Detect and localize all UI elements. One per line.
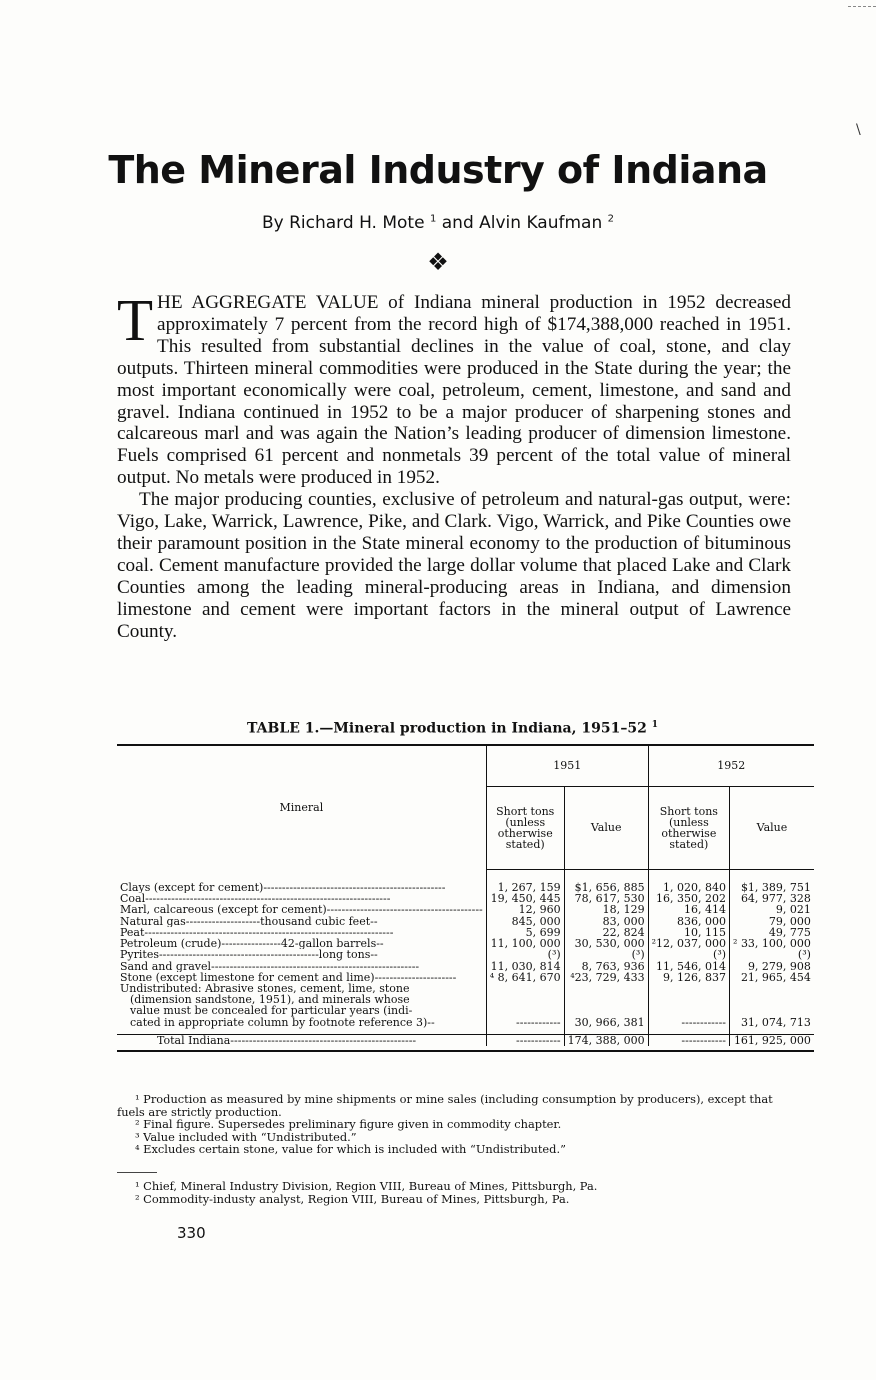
leader-dots: ------------------------------------------------------------------ — [145, 893, 391, 905]
value-1952: 49, 775 — [730, 927, 814, 938]
value-1952: 21, 965, 454 — [730, 972, 814, 983]
leader-dots: -- — [370, 915, 378, 927]
qty-1951: ⁴ 8, 641, 670 — [486, 972, 564, 983]
value-1951: 22, 824 — [564, 927, 648, 938]
table-caption-text: TABLE 1.—Mineral production in Indiana, 1951–52 — [247, 720, 647, 737]
value-1952: 9, 021 — [730, 904, 814, 915]
byline-author-1: By Richard H. Mote — [261, 213, 425, 233]
row-mineral — [117, 938, 486, 949]
qty-1951-dashes: ------------ — [486, 983, 564, 1028]
mineral-name: Sand and gravel — [120, 960, 211, 972]
header-year-1951: 1951 — [486, 745, 648, 787]
corner-mark — [848, 6, 876, 37]
qty-1951: 11, 100, 000 — [486, 938, 564, 949]
leader-dots: ------------------------------------------------------------------- — [144, 926, 394, 939]
qty-1951-dashes: ------------ — [486, 1034, 564, 1046]
value-1951: ⁴23, 729, 433 — [564, 972, 648, 983]
qty-1952: 16, 414 — [648, 904, 729, 915]
header-quantity-1951: Short tons (unless otherwise stated) — [486, 787, 564, 870]
footnote: ² Final figure. Supersedes preliminary figure given in commodity chapter. — [135, 1117, 562, 1131]
value-1951: $1, 656, 885 — [564, 882, 648, 893]
table-caption — [0, 720, 876, 737]
header-value-1952: Value — [730, 787, 814, 870]
byline-author-2: and Alvin Kaufman — [441, 213, 603, 233]
mineral-name: Peat — [120, 926, 145, 939]
qty-1952-dashes: ------------ — [648, 983, 729, 1028]
leader-dots: ------------------------------------------------- — [263, 882, 446, 894]
mineral-production-table — [117, 744, 814, 1052]
qty-1952: ²12, 037, 000 — [648, 938, 729, 949]
mineral-unit: thousand cubic feet — [260, 915, 371, 927]
header-year-1952: 1952 — [648, 745, 814, 787]
footnote: ¹ Production as measured by mine shipments or mine sales (including consumption by producers), except that fuels are strictly production. — [117, 1092, 773, 1119]
leader-dots: -------------------- — [185, 915, 261, 927]
header-quantity-1952: Short tons (unless otherwise stated) — [648, 787, 729, 870]
table-row — [117, 904, 814, 915]
table-footnotes — [117, 1093, 793, 1156]
paragraph-1-text: HE AGGREGATE VALUE of Indiana mineral production in 1952 decreased approximately 7 percent from the record high of $174,388,000 reached in 1951. This resulted from substantial declines in the value of coal, stone, and clay outputs. Thirteen mineral commodities were produced in the State during the year; the most important economically were coal, petroleum, cement, limestone, and sand and gravel. Indiana continued in 1952 to be a major producer of sharpening stones and calcareous marl and was again the Nation’s leading producer of dimension limestone. Fuels comprised 61 percent and nonmetals 39 percent of the total value of mineral output. No metals were produced in 1952. — [117, 292, 791, 489]
table-caption-note: 1 — [651, 720, 658, 730]
value-1951: 78, 617, 530 — [564, 893, 648, 904]
byline — [0, 213, 876, 233]
qty-1952: 16, 350, 202 — [648, 893, 729, 904]
qty-1951: 12, 960 — [486, 904, 564, 915]
author-note: ¹ Chief, Mineral Industry Division, Region VIII, Bureau of Mines, Pittsburgh, Pa. — [135, 1179, 598, 1193]
qty-1952: 1, 020, 840 — [648, 882, 729, 893]
footnote-rule — [117, 1172, 157, 1173]
value-1952: 31, 074, 713 — [730, 983, 814, 1028]
ornament-icon: ❖ — [427, 248, 449, 276]
value-1952: ² 33, 100, 000 — [730, 938, 814, 949]
total-label-cell — [117, 1034, 486, 1046]
mineral-name: Coal — [120, 893, 146, 905]
value-1952: 64, 977, 328 — [730, 893, 814, 904]
mineral-name: Pyrites — [120, 949, 159, 961]
mineral-name: Clays (except for cement) — [120, 882, 264, 894]
byline-note-2: 2 — [607, 213, 615, 225]
qty-1951: 11, 030, 814 — [486, 961, 564, 972]
value-1952: 79, 000 — [730, 916, 814, 927]
qty-1952-dashes: ------------ — [648, 1034, 729, 1046]
article-title: The Mineral Industry of Indiana — [108, 148, 768, 192]
row-mineral — [117, 904, 486, 915]
qty-1951: 5, 699 — [486, 927, 564, 938]
mineral-unit: 42-gallon barrels — [280, 938, 377, 950]
mineral-name: Natural gas — [120, 915, 186, 927]
row-mineral — [117, 949, 486, 960]
value-1951: (³) — [564, 949, 648, 960]
value-1952: (³) — [730, 949, 814, 960]
leader-dots: -------------------------------------------------------- — [211, 960, 420, 972]
table-row — [117, 949, 814, 960]
table-row — [117, 938, 814, 949]
undistributed-line: cated in appropriate column by footnote reference 3) — [130, 1015, 428, 1029]
mineral-name: Petroleum (crude) — [120, 938, 222, 950]
drop-cap: T — [117, 287, 154, 353]
value-1952: 9, 279, 908 — [730, 961, 814, 972]
qty-1952: (³) — [648, 949, 729, 960]
paragraph-1 — [117, 287, 791, 489]
qty-1952: 9, 126, 837 — [648, 972, 729, 983]
row-mineral — [117, 927, 486, 938]
header-mineral: Mineral — [117, 745, 486, 870]
mineral-name: Marl, calcareous (except for cement) — [120, 904, 327, 916]
row-mineral — [117, 893, 486, 904]
stray-mark: \ — [856, 122, 861, 138]
total-1951: 174, 388, 000 — [564, 1034, 648, 1046]
leader-dots: ------------------------------------------ — [326, 904, 483, 916]
page-number: 330 — [177, 1224, 206, 1242]
value-1951: 83, 000 — [564, 916, 648, 927]
mineral-name: Stone (except limestone for cement and lime) — [120, 971, 375, 983]
leader-dots: -- — [370, 949, 378, 961]
qty-1951: 1, 267, 159 — [486, 882, 564, 893]
undistributed-label — [117, 983, 486, 1028]
value-1952: $1, 389, 751 — [730, 882, 814, 893]
qty-1952: 11, 546, 014 — [648, 961, 729, 972]
undistributed-line: (dimension sandstone, 1951), and minerals whose — [130, 993, 410, 1007]
row-mineral — [117, 882, 486, 893]
mineral-unit: long tons — [318, 949, 371, 961]
value-1951: 30, 966, 381 — [564, 983, 648, 1028]
header-value-1951: Value — [564, 787, 648, 870]
leader-dots: ---------------------- — [374, 971, 457, 983]
qty-1951: 19, 450, 445 — [486, 893, 564, 904]
leader-dots: ------------------------------------------- — [158, 949, 319, 961]
value-1951: 30, 530, 000 — [564, 938, 648, 949]
qty-1951: (³) — [486, 949, 564, 960]
byline-note-1: 1 — [429, 213, 437, 225]
footnote: ⁴ Excludes certain stone, value for which is included with “Undistributed.” — [135, 1142, 566, 1156]
total-label: Total Indiana — [157, 1033, 231, 1047]
undistributed-line: Undistributed: Abrasive stones, cement, lime, stone — [120, 981, 410, 995]
author-notes — [135, 1180, 795, 1205]
leader-dots: -------------------------------------------------- — [230, 1033, 417, 1047]
leader-dots: -- — [427, 1015, 435, 1029]
value-1951: 18, 129 — [564, 904, 648, 915]
value-1951: 8, 763, 936 — [564, 961, 648, 972]
qty-1952: 836, 000 — [648, 916, 729, 927]
qty-1951: 845, 000 — [486, 916, 564, 927]
footnote: ³ Value included with “Undistributed.” — [135, 1129, 357, 1144]
total-1952: 161, 925, 000 — [730, 1034, 814, 1046]
row-mineral — [117, 916, 486, 927]
leader-dots: ---------------- — [221, 938, 281, 950]
leader-dots: -- — [376, 938, 384, 950]
row-mineral — [117, 961, 486, 972]
qty-1952: 10, 115 — [648, 927, 729, 938]
paragraph-2: The major producing counties, exclusive of petroleum and natural-gas output, were: Vigo, Lake, Warrick, Lawrence, Pike, and Clark. Vigo, Warrick, and Pike Counties owe their paramount position in the State mineral economy to the production of bituminous coal. Cement manufacture provided the large dollar volume that placed Lake and Clark Counties among the leading mineral-producing areas in Indiana, and dimension limestone and cement were important factors in the mineral output of Lawrence County. — [117, 489, 791, 642]
author-note: ² Commodity-industy analyst, Region VIII, Bureau of Mines, Pittsburgh, Pa. — [135, 1191, 570, 1206]
undistributed-line: value must be concealed for particular years (indi- — [130, 1004, 413, 1018]
article-body — [117, 287, 791, 643]
table-row-total — [117, 1034, 814, 1046]
table-row-undistributed — [117, 983, 814, 1028]
